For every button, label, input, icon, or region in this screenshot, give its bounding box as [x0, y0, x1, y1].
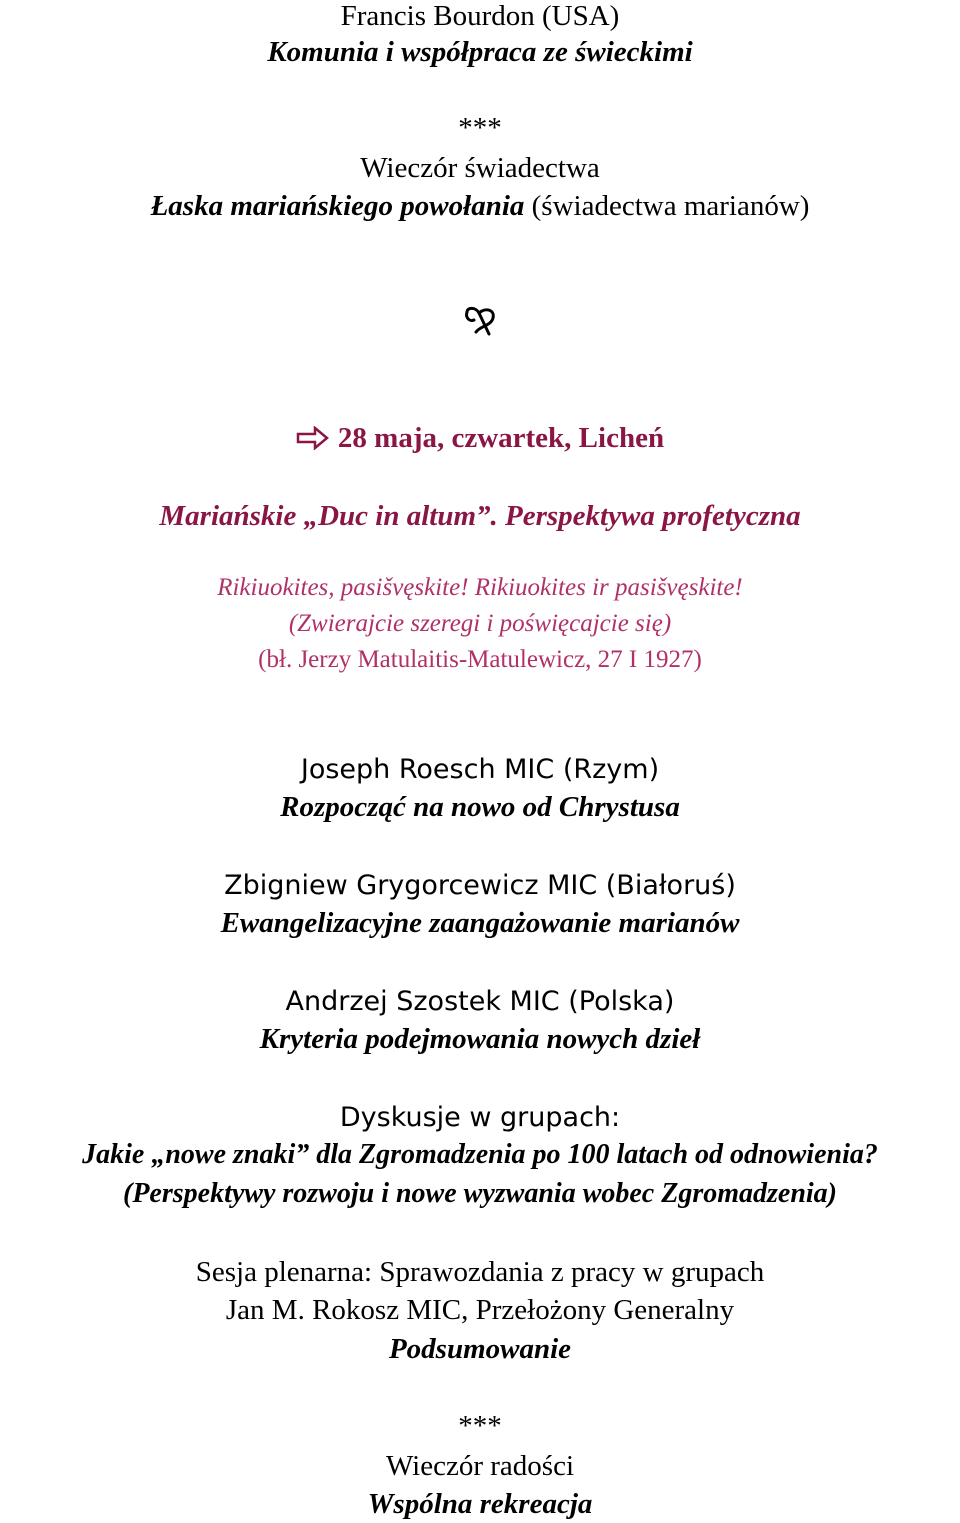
quote-source-prefix: (bł.: [258, 646, 293, 673]
day-heading-line: [0, 422, 960, 455]
testimony-title-line: [0, 190, 960, 223]
testimony-title: Łaska mariańskiego powołania: [150, 190, 525, 222]
groups-subquestion: (Perspektywy rozwoju i nowe wyzwania wobec Zgromadzenia): [123, 1178, 837, 1209]
day-theme: Mariańskie „Duc in altum”. Perspektywa profetyczna: [159, 500, 801, 532]
quote-source: [0, 646, 960, 674]
groups-question: Jakie „nowe znaki” dla Zgromadzenia po 100 latach od odnowienia?: [82, 1139, 878, 1170]
speaker-bourdon: Francis Bourdon (USA): [340, 0, 620, 32]
plenary-session: Sesja plenarna: Sprawozdania z pracy w grupach: [195, 1256, 765, 1288]
talk-title-szostek: Kryteria podejmowania nowych dzieł: [259, 1023, 701, 1055]
separator-stars: ***: [458, 112, 502, 144]
speaker-grygorcewicz: Zbigniew Grygorcewicz MIC (Białoruś): [224, 870, 736, 901]
crossed-loop-ornament-icon: [462, 304, 498, 340]
separator-stars-2: ***: [458, 1410, 502, 1442]
evening-joy-label: Wieczór radości: [385, 1450, 575, 1482]
day-heading: 28 maja, czwartek, Licheń: [337, 422, 665, 454]
quote-line-1: Rikiuokites, pasišvęskite! Rikiuokites ir pasišvęskite!: [217, 574, 743, 601]
evening-testimony-label: Wieczór świadectwa: [360, 152, 600, 184]
talk-title-roesch: Rozpocząć na nowo od Chrystusa: [280, 791, 680, 823]
groups-label: Dyskusje w grupach:: [339, 1102, 621, 1133]
speaker-szostek: Andrzej Szostek MIC (Polska): [285, 986, 675, 1017]
talk-title-bourdon: Komunia i współpraca ze świeckimi: [267, 36, 693, 68]
speaker-roesch: Joseph Roesch MIC (Rzym): [300, 754, 660, 785]
evening-title: Wspólna rekreacja: [367, 1488, 593, 1520]
outlined-right-arrow-icon: [296, 426, 330, 450]
ornament-row: [0, 304, 960, 340]
plenary-title: Podsumowanie: [388, 1333, 572, 1365]
quote-source-author: Jerzy Matulaitis-Matulewicz, 27 I 1927): [292, 646, 702, 673]
testimony-subtitle: (świadectwa marianów): [524, 190, 810, 222]
quote-line-2: (Zwierajcie szeregi i poświęcajcie się): [288, 610, 672, 637]
talk-title-grygorcewicz: Ewangelizacyjne zaangażowanie marianów: [220, 907, 740, 939]
plenary-speaker: Jan M. Rokosz MIC, Przełożony Generalny: [225, 1294, 735, 1326]
